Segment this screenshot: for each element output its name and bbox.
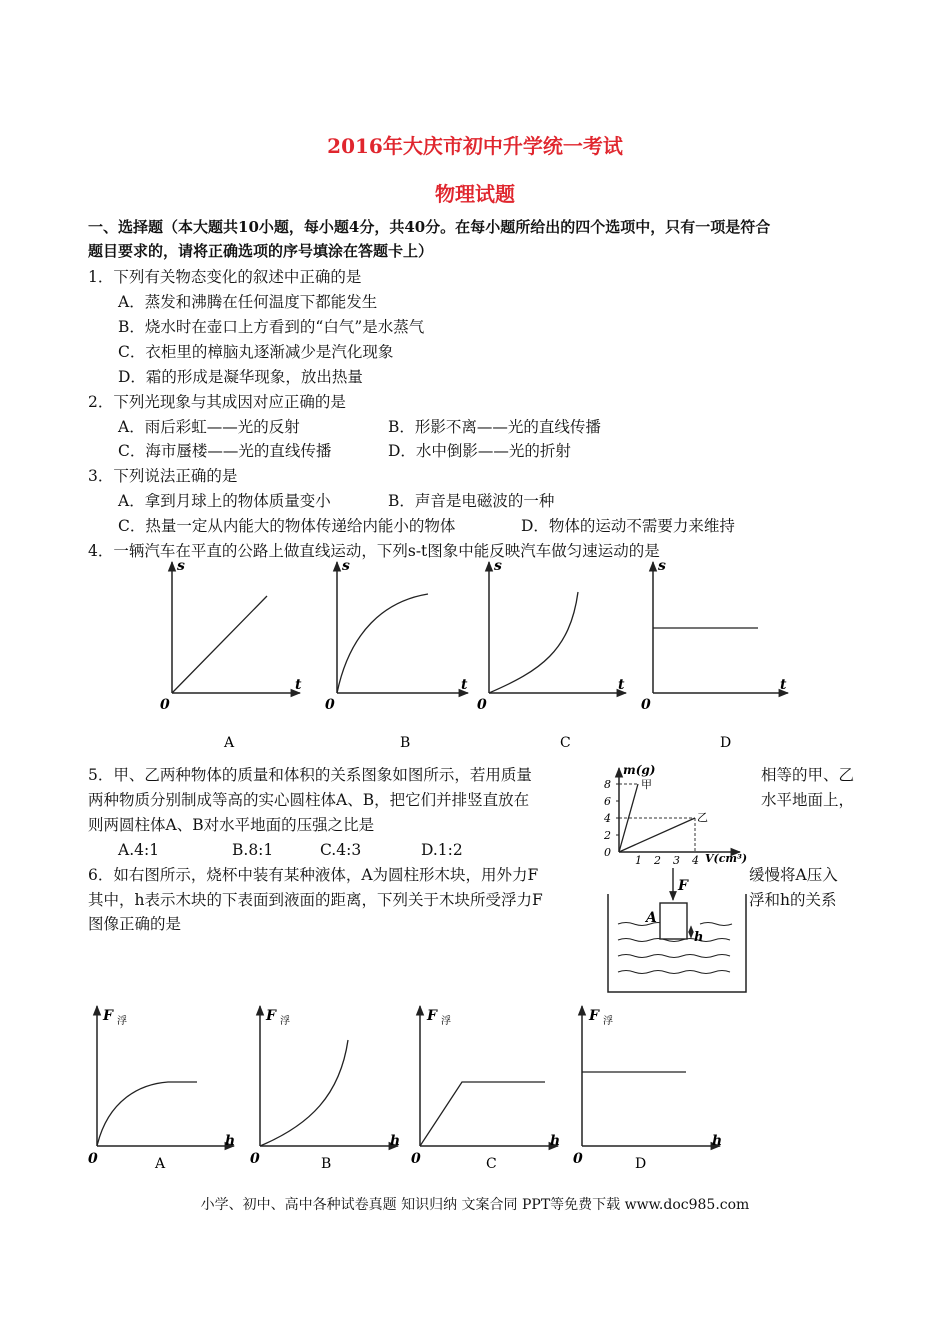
q5-x-tick: 3 [673, 854, 680, 867]
q6-label-a: A [155, 1156, 166, 1172]
q4-axis-s-b: s [342, 558, 350, 574]
q5-x-tick: 1 [635, 854, 642, 867]
q6-graph-d [573, 1006, 722, 1172]
q6-depth-label: h [694, 930, 704, 945]
q5-line2-right: 水平地面上， [761, 791, 855, 809]
q5-mass-volume-graph [592, 760, 752, 868]
q6-curve-b [260, 1040, 348, 1146]
q5-y-tick: 4 [604, 812, 611, 825]
q6-block-label: A [646, 910, 657, 926]
q4-label-d: D [720, 735, 732, 751]
q4-origin-c: 0 [477, 697, 487, 713]
q4-line-a [172, 596, 267, 693]
q5-y-tick: 2 [604, 829, 611, 842]
q6-beaker-figure [602, 866, 752, 996]
q5-label-jia: 甲 [641, 778, 652, 791]
q5-line-yi [619, 818, 695, 852]
page-footer: 小学、初中、高中各种试卷真题 知识归纳 文案合同 PPT等免费下载 www.doc985.com [200, 1197, 750, 1213]
q1-option-b: B．烧水时在壶口上方看到的“白气”是水蒸气 [118, 318, 425, 336]
q6-force-label: F [678, 878, 688, 894]
q6-line3: 图像正确的是 [88, 915, 182, 933]
q4-stem: 4．一辆汽车在平直的公路上做直线运动，下列s-t图象中能反映汽车做匀速运动的是 [88, 542, 660, 560]
q6-axis-f-d: F [589, 1008, 599, 1024]
q6-origin-b: 0 [250, 1151, 260, 1167]
section-heading-line2: 题目要求的，请将正确选项的序号填涂在答题卡上） [88, 242, 434, 260]
q5-y-tick: 6 [604, 795, 611, 808]
q6-axis-f-sub-d: 浮 [603, 1016, 613, 1027]
q5-x-label: V(cm³) [705, 852, 748, 865]
q3-option-b: B．声音是电磁波的一种 [388, 492, 555, 510]
q5-option-a: A.4:1 [118, 841, 160, 859]
q6-buoyancy-graphs [80, 1000, 730, 1180]
q6-curve-c [420, 1082, 545, 1146]
q4-axis-s-a: s [177, 558, 185, 574]
q4-graph-b [325, 558, 468, 751]
q6-curve-a [97, 1082, 197, 1146]
q5-y-tick: 0 [604, 846, 611, 859]
q6-axis-h-b: h [390, 1133, 401, 1149]
q2-option-d: D．水中倒影——光的折射 [388, 442, 571, 460]
q6-axis-f-sub-a: 浮 [117, 1016, 127, 1027]
q4-axis-s-d: s [658, 558, 666, 574]
q3-option-c: C．热量一定从内能大的物体传递给内能小的物体 [118, 517, 456, 535]
q3-stem: 3．下列说法正确的是 [88, 467, 238, 485]
q2-option-b: B．形影不离——光的直线传播 [388, 418, 601, 436]
q4-axis-t-d: t [780, 677, 787, 693]
q4-graph-d [641, 558, 788, 751]
q5-line2: 两种物质分别制成等高的实心圆柱体A、B，把它们并排竖直放在 [88, 791, 530, 809]
q6-graph-a [88, 1006, 235, 1172]
q6-axis-f-b: F [266, 1008, 276, 1024]
q5-line1-right: 相等的甲、乙 [761, 766, 855, 784]
q4-origin-d: 0 [641, 697, 651, 713]
q6-line2-right: 浮和h的关系 [749, 891, 837, 909]
q4-label-c: C [560, 735, 571, 751]
q5-line1: 5．甲、乙两种物体的质量和体积的关系图象如图所示，若用质量 [88, 766, 532, 784]
q6-graph-c [411, 1006, 560, 1172]
q5-y-tick: 8 [604, 778, 611, 791]
q5-x-tick: 4 [692, 854, 699, 867]
q6-axis-h-d: h [712, 1133, 723, 1149]
q4-axis-s-c: s [494, 558, 502, 574]
q4-label-a: A [224, 735, 235, 751]
q5-label-yi: 乙 [697, 811, 708, 824]
q4-axis-t-b: t [461, 677, 468, 693]
q4-curve-c [489, 592, 578, 693]
q5-option-c: C.4:3 [320, 841, 362, 859]
exam-subtitle: 物理试题 [435, 182, 515, 206]
q6-axis-h-a: h [225, 1133, 236, 1149]
q4-axis-t-a: t [295, 677, 302, 693]
q5-option-b: B.8:1 [232, 841, 274, 859]
q2-stem: 2．下列光现象与其成因对应正确的是 [88, 393, 346, 411]
q6-axis-f-sub-b: 浮 [280, 1016, 290, 1027]
q4-label-b: B [400, 735, 411, 751]
q2-option-a: A．雨后彩虹——光的反射 [118, 418, 300, 436]
q1-option-a: A．蒸发和沸腾在任何温度下都能发生 [118, 293, 378, 311]
q6-graph-b [250, 1006, 400, 1172]
q6-axis-f-sub-c: 浮 [441, 1016, 451, 1027]
q6-label-d: D [635, 1156, 647, 1172]
q6-line1-right: 缓慢将A压入 [749, 866, 838, 884]
q6-axis-h-c: h [550, 1133, 561, 1149]
q1-stem: 1．下列有关物态变化的叙述中正确的是 [88, 268, 362, 286]
wooden-block [660, 903, 687, 939]
q1-option-c: C．衣柜里的樟脑丸逐渐减少是汽化现象 [118, 343, 394, 361]
q6-origin-a: 0 [88, 1151, 98, 1167]
q4-axis-t-c: t [618, 677, 625, 693]
q5-line3: 则两圆柱体A、B对水平地面的压强之比是 [88, 816, 375, 834]
q5-x-tick: 2 [654, 854, 661, 867]
q6-line1: 6．如右图所示，烧杯中装有某种液体，A为圆柱形木块，用外力F [88, 866, 539, 884]
q4-curve-b [337, 594, 428, 693]
section-heading-line1: 一、选择题（本大题共10小题，每小题4分，共40分。在每小题所给出的四个选项中，只有一项是符合 [88, 218, 771, 236]
q4-origin-b: 0 [325, 697, 335, 713]
q6-origin-d: 0 [573, 1151, 583, 1167]
q2-option-c: C．海市蜃楼——光的直线传播 [118, 442, 332, 460]
q6-axis-f-a: F [103, 1008, 113, 1024]
q1-option-d: D．霜的形成是凝华现象，放出热量 [118, 368, 363, 386]
q6-origin-c: 0 [411, 1151, 421, 1167]
q5-option-d: D.1:2 [421, 841, 463, 859]
exam-title: 2016年大庆市初中升学统一考试 [327, 134, 623, 158]
q4-st-graphs [150, 556, 790, 756]
q6-label-c: C [486, 1156, 497, 1172]
q6-label-b: B [321, 1156, 332, 1172]
q5-y-label: m(g) [623, 763, 656, 777]
q3-option-a: A．拿到月球上的物体质量变小 [118, 492, 331, 510]
q6-axis-f-c: F [427, 1008, 437, 1024]
q3-option-d: D．物体的运动不需要力来维持 [521, 517, 735, 535]
q4-origin-a: 0 [160, 697, 170, 713]
q4-graph-c [477, 558, 626, 751]
q4-graph-a [160, 558, 302, 751]
q6-line2: 其中，h表示木块的下表面到液面的距离，下列关于木块所受浮力F [88, 891, 543, 909]
